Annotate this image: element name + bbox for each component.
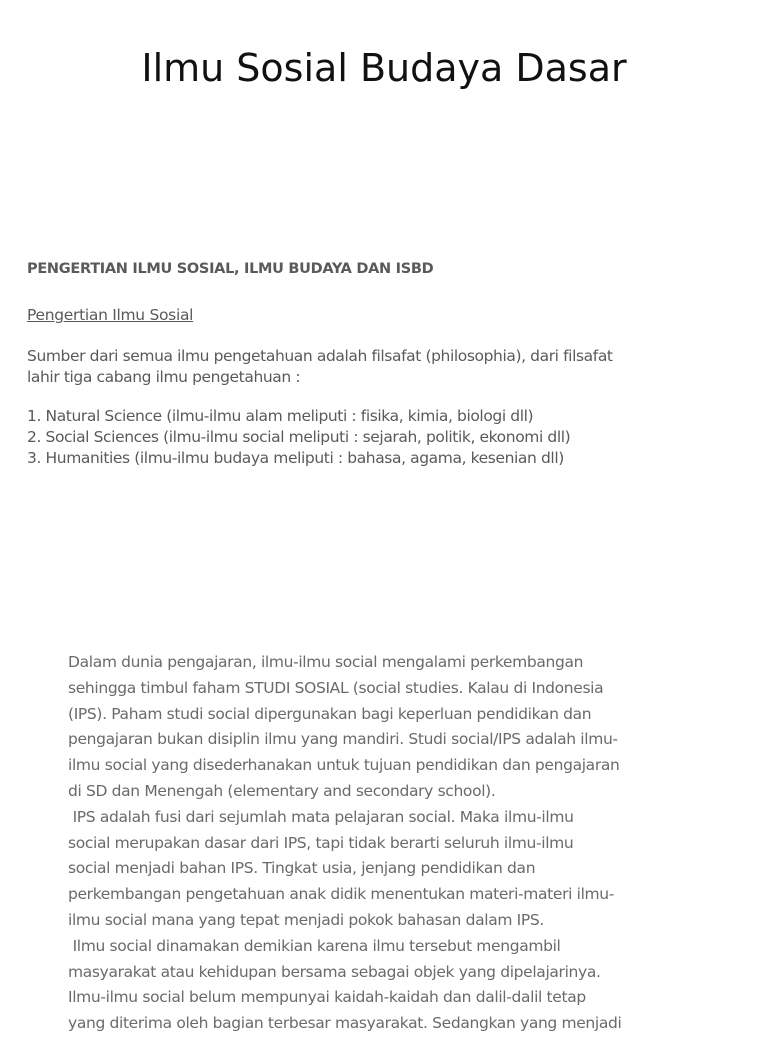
- intro-line: Sumber dari semua ilmu pengetahuan adalah filsafat (philosophia), dari filsafat: [27, 347, 613, 365]
- body-line: masyarakat atau kehidupan bersama sebagai objek yang dipelajarinya.: [68, 962, 601, 981]
- body-line: ilmu social mana yang tepat menjadi pokok bahasan dalam IPS.: [68, 910, 544, 929]
- body-line: IPS adalah fusi dari sejumlah mata pelajaran social. Maka ilmu-ilmu: [68, 807, 574, 826]
- body-line: social merupakan dasar dari IPS, tapi tidak berarti seluruh ilmu-ilmu: [68, 833, 574, 852]
- section-heading: PENGERTIAN ILMU SOSIAL, ILMU BUDAYA DAN ISBD: [27, 261, 434, 277]
- body-line: Dalam dunia pengajaran, ilmu-ilmu social mengalami perkembangan: [68, 653, 584, 671]
- intro-paragraph: [27, 346, 747, 388]
- body-paragraph: [68, 650, 748, 1037]
- list-item: 2. Social Sciences (ilmu-ilmu social meliputi : sejarah, politik, ekonomi dll): [27, 428, 571, 446]
- list-item: 1. Natural Science (ilmu-ilmu alam meliputi : fisika, kimia, biologi dll): [27, 407, 534, 425]
- body-line: social menjadi bahan IPS. Tingkat usia, jenjang pendidikan dan: [68, 859, 536, 878]
- intro-line: lahir tiga cabang ilmu pengetahuan :: [27, 368, 301, 386]
- branches-list: [27, 406, 570, 469]
- subsection-heading: Pengertian Ilmu Sosial: [27, 306, 194, 324]
- body-line: Ilmu social dinamakan demikian karena ilmu tersebut mengambil: [68, 936, 561, 955]
- page-title: Ilmu Sosial Budaya Dasar: [141, 46, 627, 90]
- body-line: sehingga timbul faham STUDI SOSIAL (social studies. Kalau di Indonesia: [68, 678, 604, 697]
- list-item: 3. Humanities (ilmu-ilmu budaya meliputi : bahasa, agama, kesenian dll): [27, 449, 564, 467]
- body-line: yang diterima oleh bagian terbesar masyarakat. Sedangkan yang menjadi: [68, 1014, 622, 1033]
- body-line: (IPS). Paham studi social dipergunakan bagi keperluan pendidikan dan: [68, 704, 592, 723]
- body-line: perkembangan pengetahuan anak didik menentukan materi-materi ilmu-: [68, 885, 615, 904]
- body-line: pengajaran bukan disiplin ilmu yang mandiri. Studi social/IPS adalah ilmu-: [68, 730, 618, 749]
- body-line: ilmu social yang disederhanakan untuk tujuan pendidikan dan pengajaran: [68, 756, 620, 775]
- body-line: Ilmu-ilmu social belum mempunyai kaidah-kaidah dan dalil-dalil tetap: [68, 988, 586, 1007]
- body-line: di SD dan Menengah (elementary and secondary school).: [68, 781, 496, 800]
